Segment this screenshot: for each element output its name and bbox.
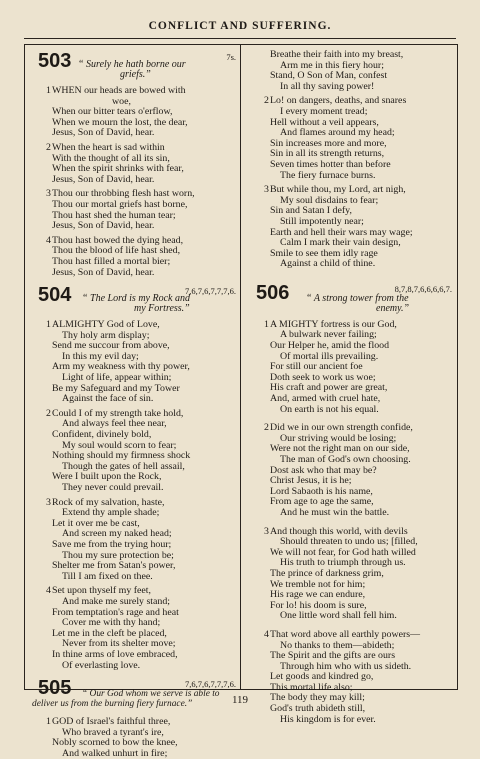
stanza: 1 ALMIGHTY God of Love, Thy holy arm display; Send me succour from above, In this my evil day; Arm my weakness with thy power, Light of life, appear within; Be my Safeguard and my Tower Against the face of sin. [46,319,190,405]
left-column [30,50,236,759]
hymn-reference: “ The Lord is my Rock and [82,293,190,305]
hymn-reference: my Fortress.” [134,303,190,315]
stanza: 3 Rock of my salvation, haste, Extend thy ample shade; Let it over me be cast, And screen my naked head; Save me from the trying hour; Thou my sure protection be; Shelter me from Satan's power, Till I am fixed on thee. [46,496,176,582]
hymn-reference: deliver us from the burning fiery furnace.” [32,699,193,710]
hymn-505 [30,677,236,759]
hymn-503 [30,50,236,278]
stanza: 2 Did we in our own strength confide, Our striving would be losing; Were not the right man on our side, The man of God's own choosing. Dost ask who that may be? Christ Jesus, it is he; Lord Sabaoth is his name, From age to age the same, And he must win the battle. [264,422,413,518]
stanza: 2 When the heart is sad within With the thought of all its sin, When the spirit shrinks with fear, Jesus, Son of David, hear. [46,141,184,185]
right-column [248,50,452,725]
hymn-reference: enemy.” [376,302,410,314]
column-divider [240,44,241,690]
stanza: 1 GOD of Israel's faithful three, Who braved a tyrant's ire, Nobly scorned to bow the knee, And walked unhurt in fire; [46,716,178,759]
hymn-reference: griefs.” [120,69,151,80]
stanza: 4 Thou hast bowed the dying head, Thou the blood of life hast shed, Thou hast filled a mortal bier; Jesus, Son of David, hear. [46,234,184,278]
hymn-reference: “ Surely he hath borne our [78,59,186,70]
stanza: 1 WHEN our heads are bowed with woe, When our bitter tears o'erflow, When we mourn the lost, the dear, Jesus, Son of David, hear. [46,85,188,139]
hymn-meter: 7,6,7,6,7,7,7,6. [185,679,236,690]
stanza: 1 A MIGHTY fortress is our God, A bulwark never failing; Our Helper he, amid the flood Of mortal ills prevailing. For still our ancient foe Doth seek to work us woe; His craft and power are great, And, armed with cruel hate, On earth is not his equal. [264,318,397,415]
stanza: 3 But while thou, my Lord, art nigh, My soul disdains to fear; Sin and Satan I defy, Still impotently near; Earth and hell their wars may wage; Calm I mark their vain design, Smile to see them idly rage Against a child of thine. [264,184,413,270]
stanza: 2 Lo! on dangers, deaths, and snares I every moment tread; Hell without a veil appears, And flames around my head; Sin increases more and more, Sin in all its strength returns, Seven times hotter than before The fiery furnace burns. [264,95,407,181]
stanza: 2 Could I of my strength take hold, And always feel thee near, Confident, divinely bold, My soul would scorn to fear; Nothing should my firmness shock Though the gates of hell assail, Were I built upon the Rock, They never could prevail. [46,407,191,493]
hymn-504 [30,284,236,671]
hymn-meter: 7,6,7,6,7,7,7,6. [185,286,236,297]
hymn-number: 505 [38,677,72,700]
hymn-meter: 7s. [226,52,236,62]
stanza: 3 Thou our throbbing flesh hast worn, Thou our mortal griefs hast borne, Thou hast shed the human tear; Jesus, Son of David, hear. [46,188,195,232]
stanza: 4 Set upon thyself my feet, And make me surely stand; From temptation's rage and heat Cover me with thy hand; Let me in the cleft be placed, Never from its shelter move; In thine arms of love embraced, Of everlasting love. [46,585,179,671]
running-head: CONFLICT AND SUFFERING. [148,20,332,32]
header-rule [24,38,456,39]
hymn-reference: “ Our God whom we serve is able to [82,689,220,700]
page-number: 119 [231,694,249,706]
hymn-503-continuation [248,50,452,270]
hymn-reference: “ A strong tower from the [306,292,409,304]
stanza: 3 And though this world, with devils Should threaten to undo us; [filled, We will not fear, for God hath willed His truth to triumph through us. The prince of darkness grim, We tremble not for him; His rage we can endure, For lo! his doom is sure, One little word shall fell him. [264,525,418,622]
hymn-506 [248,282,452,725]
stanza: 4 That word above all earthly powers— No thanks to them—abideth; The Spirit and the gifts are ours Through him who with us sideth. Let goods and kindred go, This mortal life also; The body they may kill; God's truth abideth still, His kingdom is for ever. [264,628,420,725]
hymn-number: 504 [38,284,72,307]
hymn-number: 506 [256,281,290,304]
hymn-meter: 8,7,8,7,6,6,6,6,7. [394,283,452,294]
hymn-number: 503 [38,50,72,72]
stanza: Breathe their faith into my breast, Arm me in this fiery hour; Stand, O Son of Man, confest In all thy saving power! [270,49,404,92]
